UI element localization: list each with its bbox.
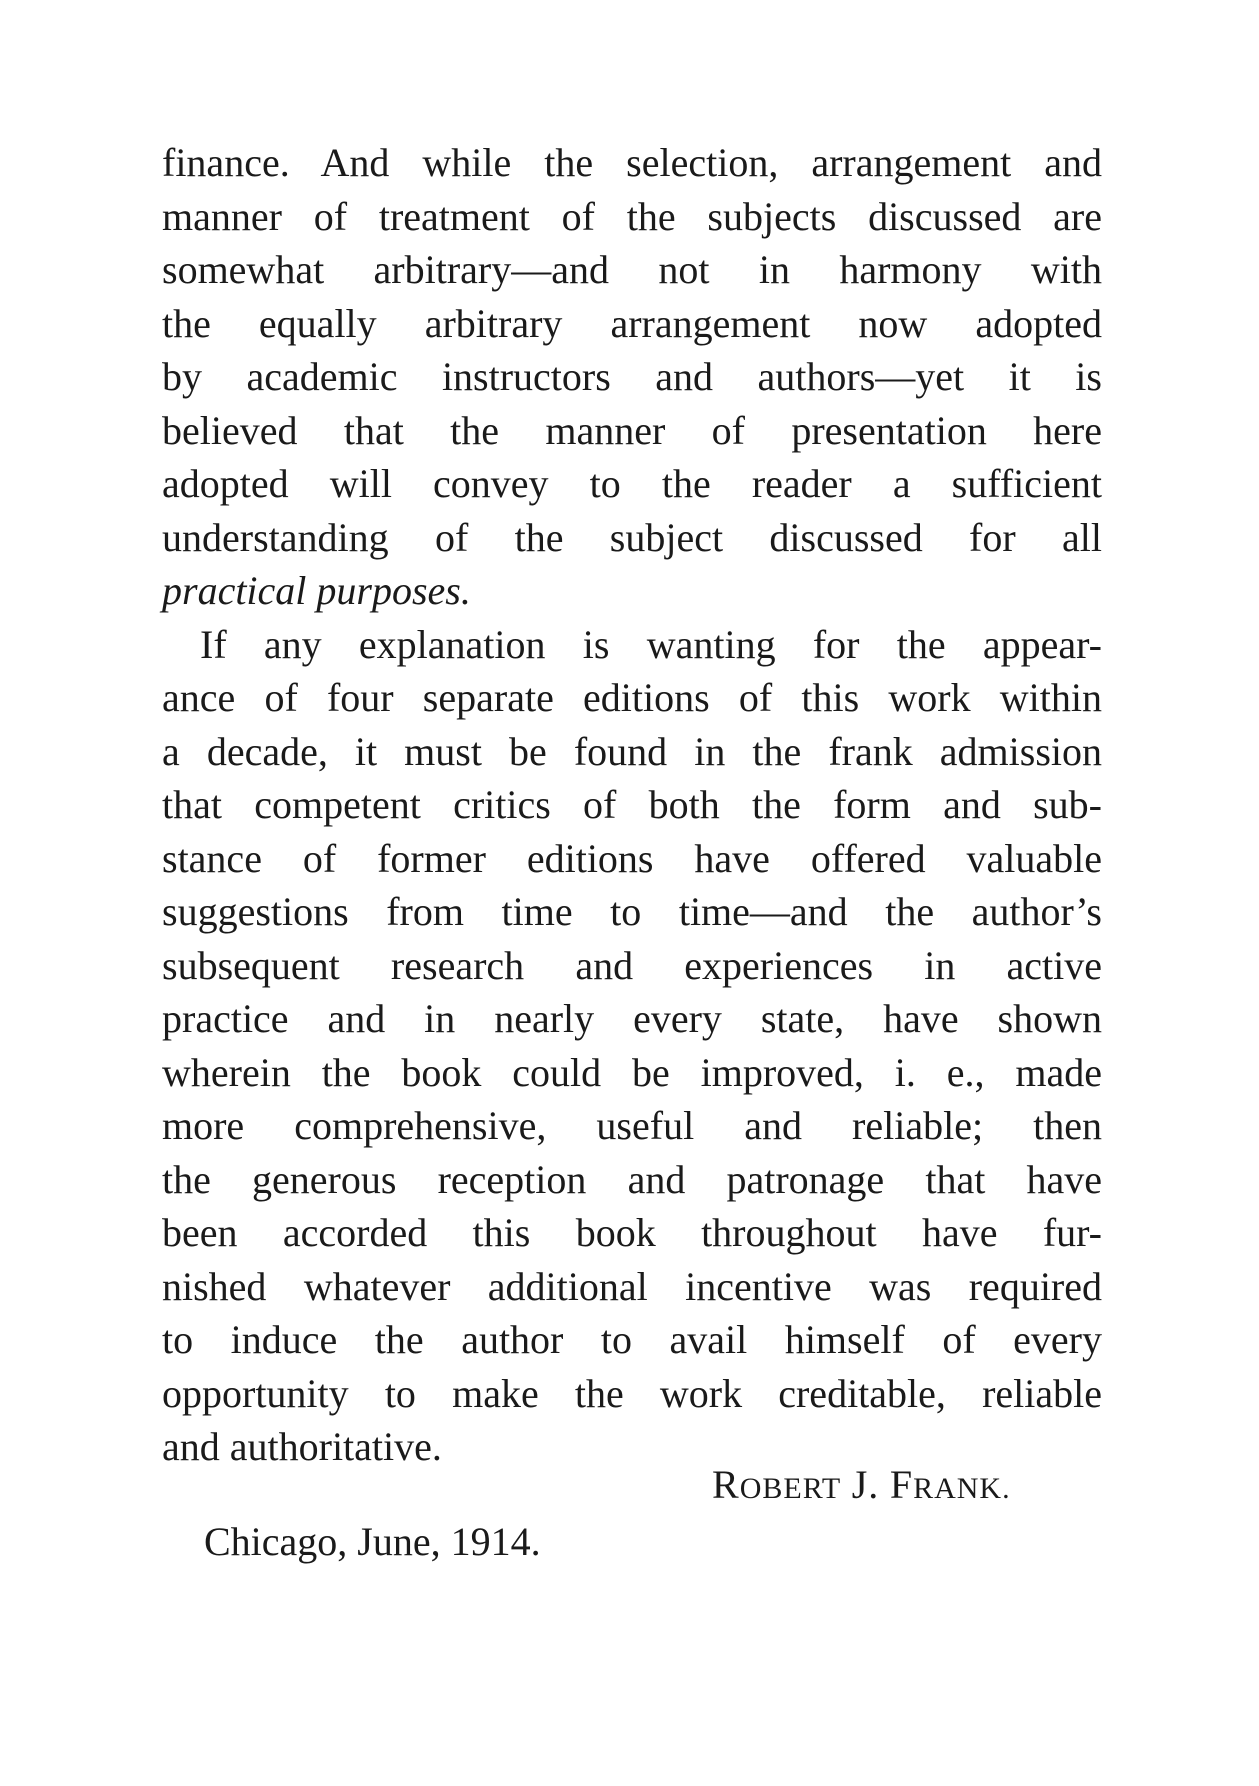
signature-initial: R	[712, 1462, 740, 1507]
text-line: practical purposes.	[162, 568, 471, 613]
signature-middle: J.	[851, 1462, 880, 1507]
signature-last-rest: RANK.	[913, 1472, 1011, 1505]
text-line: believed that the manner of presentation here	[162, 407, 1102, 453]
text-line: more comprehensive, useful and reliable; then	[162, 1103, 1102, 1148]
text-line: the generous reception and patronage that have	[162, 1156, 1102, 1202]
text-line: If any explanation is wanting for the appear-	[200, 621, 1102, 667]
text-line: practice and in nearly every state, have shown	[162, 996, 1102, 1041]
text-line: adopted will convey to the reader a sufficient	[162, 461, 1102, 506]
text-line: somewhat arbitrary—and not in harmony with	[162, 247, 1102, 292]
text-line: by academic instructors and authors—yet it is	[162, 354, 1102, 399]
signature-first-rest: OBERT	[739, 1472, 842, 1505]
text-line: suggestions from time to time—and the author’s	[162, 889, 1102, 934]
text-line: understanding of the subject discussed for all	[162, 514, 1102, 560]
text-line: manner of treatment of the subjects discussed are	[162, 193, 1102, 239]
text-line: ance of four separate editions of this work within	[162, 675, 1102, 720]
text-line: subsequent research and experiences in active	[162, 942, 1102, 988]
text-line: finance. And while the selection, arrangement and	[162, 140, 1102, 185]
text-line: the equally arbitrary arrangement now adopted	[162, 300, 1102, 346]
text-line: been accorded this book throughout have fur-	[162, 1210, 1102, 1255]
text-line: wherein the book could be improved, i. e., made	[162, 1049, 1102, 1095]
text-line: stance of former editions have offered valuable	[162, 835, 1102, 881]
text-line: nished whatever additional incentive was required	[162, 1263, 1102, 1309]
text-line: opportunity to make the work creditable, reliable	[162, 1370, 1102, 1416]
text-line: to induce the author to avail himself of every	[162, 1317, 1102, 1362]
paragraph-1	[162, 136, 1102, 618]
dateline: Chicago, June, 1914.	[204, 1519, 541, 1564]
text-line: and authoritative.	[162, 1424, 442, 1469]
signature-last-initial: F	[889, 1462, 914, 1507]
text-line: a decade, it must be found in the frank admission	[162, 728, 1102, 774]
text-line: that competent critics of both the form and sub-	[162, 782, 1102, 827]
body-text	[162, 136, 1102, 1474]
author-signature	[712, 1458, 1011, 1515]
paragraph-2	[162, 618, 1102, 1474]
